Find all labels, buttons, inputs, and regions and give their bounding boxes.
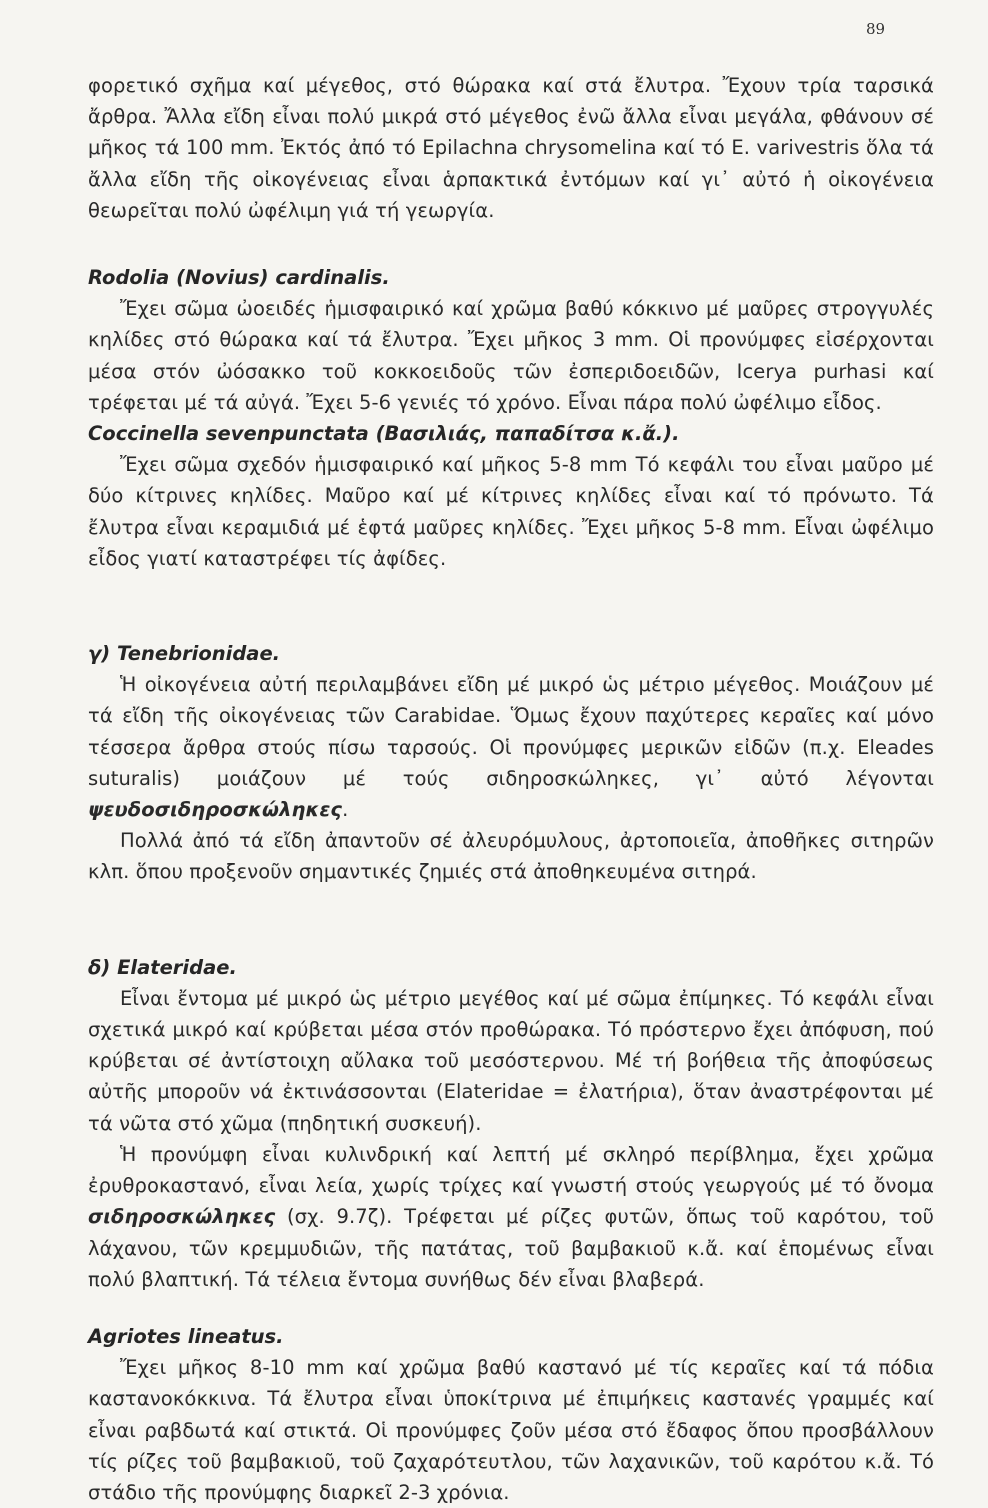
intro-paragraph: φορετικό σχῆμα καί μέγεθος, στό θώρακα καί στά ἔλυτρα. Ἔχουν τρία ταρσικά ἄρθρα. Ἄλλα εἴδη εἶναι πολύ μικρά στό μέγεθος ἐνῶ ἄλλα εἶναι μεγάλα, φθάνουν σέ μῆκος τά 100 mm. Ἐκτός ἀπό τό Epilachna chrysomelina καί τό E. varivestris ὅλα τά ἄλλα εἴδη τῆς οἰκογένειας εἶναι ἁρπακτικά ἐντόμων καί γι᾽ αὐτό ἡ οἰκογένεια θεωρεῖται πολύ ὠφέλιμη γιά τή γεωργία.	[88, 74, 934, 222]
agriotes-heading: Agriotes lineatus.	[88, 1324, 284, 1348]
elateridae-heading: δ) Elateridae.	[88, 955, 237, 979]
page-body	[88, 70, 934, 1508]
elateridae-term: σιδηροσκώληκες	[88, 1205, 276, 1229]
tenebrionidae-text: Ἡ οἰκογένεια αὐτή περιλαμβάνει εἴδη μέ μικρό ὡς μέτριο μέγεθος. Μοιάζουν μέ τά εἴδη τῆς οἰκογένειας τῶν Carabidae. Ὅμως ἔχουν παχύτερες κεραῖες καί μόνο τέσσερα ἄρθρα στούς πίσω ταρσούς. Οἱ προνύμφες μερικῶν εἰδῶν (π.χ. Eleades suturalis) μοιάζουν μέ τούς σιδηροσκώληκες, γι᾽ αὐτό λέγονται	[88, 673, 934, 790]
elateridae-text-end: (σχ. 9.7ζ). Τρέφεται μέ ρίζες φυτῶν, ὅπως τοῦ καρότου, τοῦ λάχανου, τῶν κρεμμυδιῶν, τῆς πατάτας, τοῦ βαμβακιοῦ κ.ἄ. καί ἑπομένως εἶναι πολύ βλαπτική. Τά τέλεια ἔντομα συνήθως δέν εἶναι βλαβερά.	[88, 1205, 934, 1291]
coccinella-heading: Coccinella sevenpunctata (Βασιλιάς, παπαδίτσα κ.ἄ.).	[88, 422, 680, 446]
agriotes-paragraph: Ἔχει μῆκος 8-10 mm καί χρῶμα βαθύ καστανό μέ τίς κεραῖες καί τά πόδια καστανοκόκκινα. Τά ἔλυτρα εἶναι ὑποκίτρινα μέ ἐπιμήκεις καστανές γραμμές καί εἶναι ραβδωτά καί στικτά. Οἱ προνύμφες ζοῦν μέσα στό ἔδαφος ὅπου προσβάλλουν τίς ρίζες τοῦ βαμβακιοῦ, τοῦ ζαχαρότευτλου, τῶν λαχανικῶν, τοῦ καρότου κ.ἄ. Τό στάδιο τῆς προνύμφης διαρκεῖ 2-3 χρόνια.	[88, 1356, 934, 1504]
elateridae-text: Ἡ προνύμφη εἶναι κυλινδρική καί λεπτή μέ σκληρό περίβλημα, ἔχει χρῶμα ἐρυθροκαστανό, εἶναι λεία, χωρίς τρίχες καί γνωστή στούς γεωργούς μέ τό ὄνομα	[88, 1142, 934, 1198]
rodolia-heading: Rodolia (Novius) cardinalis.	[88, 266, 390, 290]
tenebrionidae-paragraph	[88, 669, 934, 825]
tenebrionidae-paragraph-2: Πολλά ἀπό τά εἴδη ἀπαντοῦν σέ ἀλευρόμυλους, ἀρτοποιεῖα, ἀποθῆκες σιτηρῶν κλπ. ὅπου προξενοῦν σημαντικές ζημιές στά ἀποθηκευμένα σιτηρά.	[88, 829, 934, 884]
elateridae-paragraph-2	[88, 1139, 934, 1295]
tenebrionidae-term: ψευδοσιδηροσκώληκες	[88, 798, 343, 822]
elateridae-paragraph: Εἶναι ἔντομα μέ μικρό ὡς μέτριο μεγέθος καί μέ σῶμα ἐπίμηκες. Τό κεφάλι εἶναι σχετικά μικρό καί κρύβεται μέσα στόν προθώρακα. Τό πρόστερνο ἔχει ἀπόφυση, πού κρύβεται σέ ἀντίστοιχη αὔλακα τοῦ μεσόστερνου. Μέ τή βοήθεια τῆς ἀποφύσεως αὐτῆς μποροῦν νά ἐκτινάσσονται (Elateridae = ἐλατήρια), ὅταν ἀναστρέφονται μέ τά νῶτα στό χῶμα (πηδητική συσκευή).	[88, 986, 934, 1135]
page-number: 89	[866, 20, 886, 38]
rodolia-paragraph: Ἔχει σῶμα ὠοειδές ἡμισφαιρικό καί χρῶμα βαθύ κόκκινο μέ μαῦρες στρογγυλές κηλίδες στό θώρακα καί τά ἔλυτρα. Ἔχει μῆκος 3 mm. Οἱ προνύμφες εἰσέρχονται μέσα στόν ὠόσακκο τοῦ κοκκοειδοῦς τῶν ἐσπεριδοειδῶν, Icerya purhasi καί τρέφεται μέ τά αὐγά. Ἔχει 5-6 γενιές τό χρόνο. Εἶναι πάρα πολύ ὠφέλιμο εἶδος.	[88, 297, 934, 414]
tenebrionidae-heading: γ) Tenebrionidae.	[88, 642, 281, 666]
coccinella-paragraph: Ἔχει σῶμα σχεδόν ἡμισφαιρικό καί μῆκος 5-8 mm Τό κεφάλι του εἶναι μαῦρο μέ δύο κίτρινες κηλίδες. Μαῦρο καί μέ κίτρινες κηλίδες εἶναι καί τό πρόνωτο. Τά ἔλυτρα εἶναι κεραμιδιά μέ ἑφτά μαῦρες κηλίδες. Ἔχει μῆκος 5-8 mm. Εἶναι ὠφέλιμο εἶδος γιατί καταστρέφει τίς ἀφίδες.	[88, 453, 934, 570]
tenebrionidae-text-end: .	[342, 798, 349, 822]
